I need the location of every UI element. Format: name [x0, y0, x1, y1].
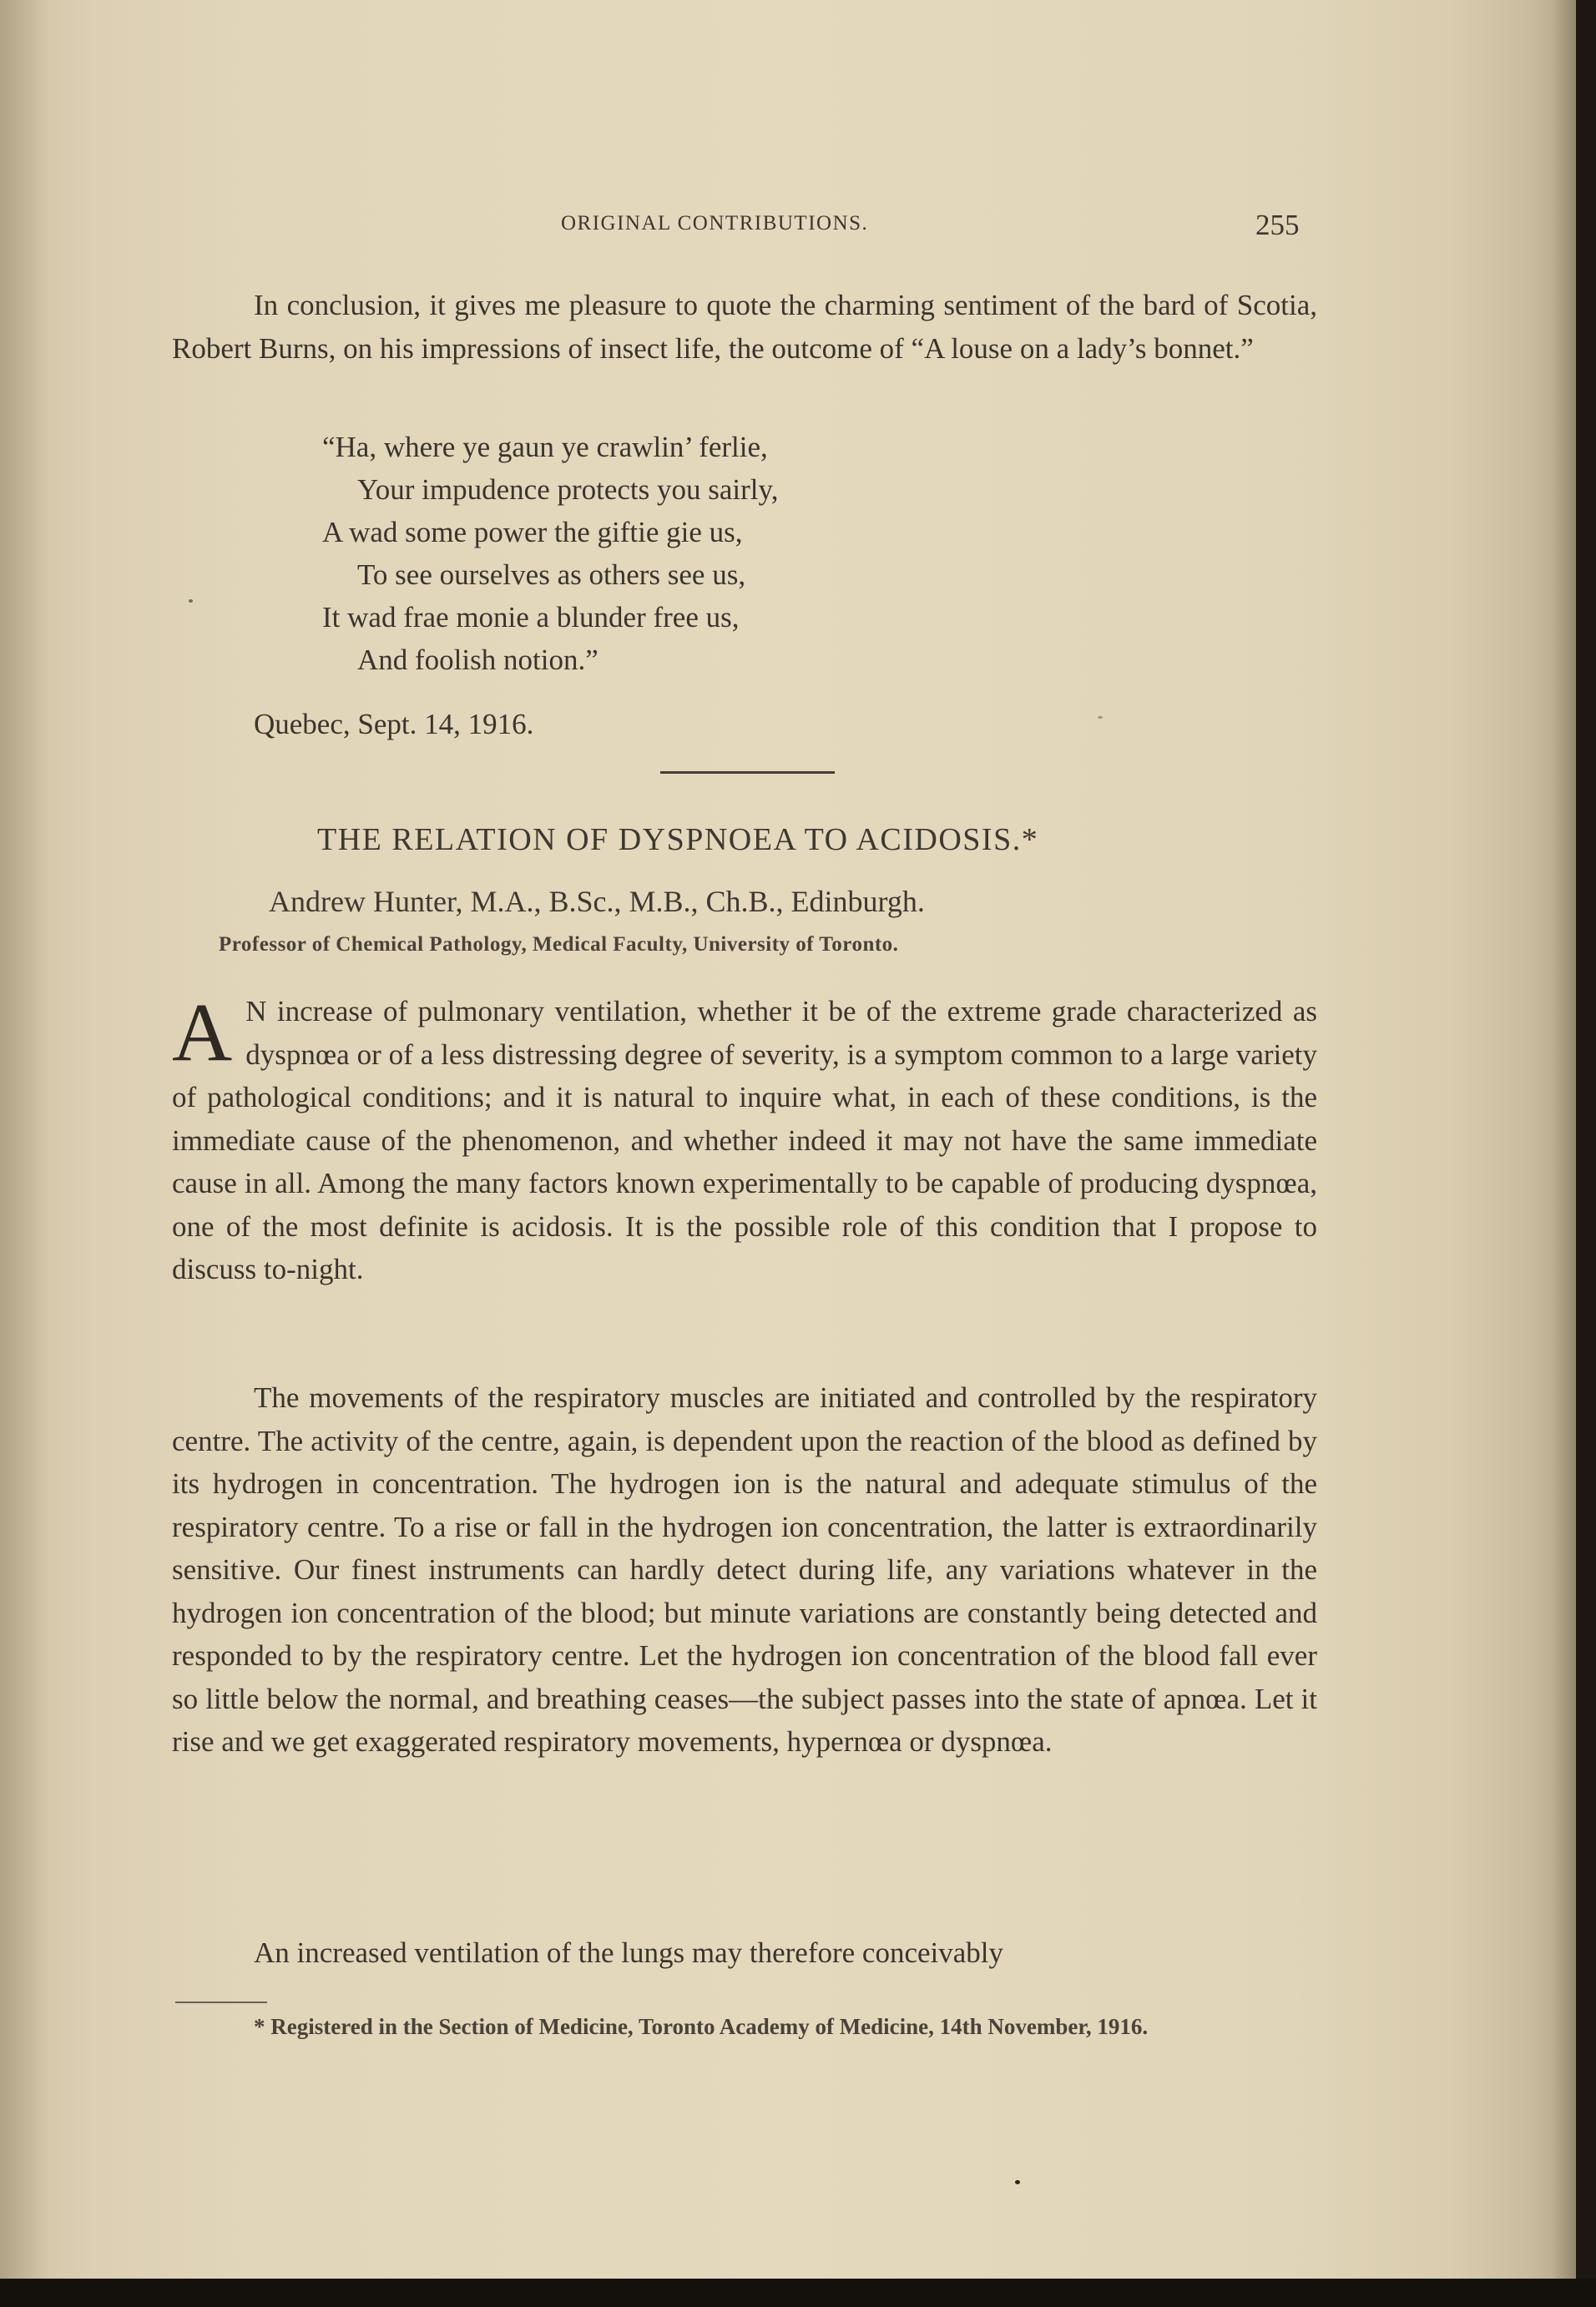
- scan-bottom-edge: [0, 2279, 1596, 2307]
- poem-line: And foolish notion.”: [357, 644, 598, 676]
- dateline: Quebec, Sept. 14, 1916.: [254, 708, 534, 740]
- drop-cap: A: [172, 986, 233, 1078]
- poem-line: “Ha, where ye gaun ye crawlin’ ferlie,: [322, 431, 768, 463]
- article-paragraph-1: [172, 986, 1317, 1291]
- article-author: Andrew Hunter, M.A., B.Sc., M.B., Ch.B., Edinburgh.: [269, 885, 925, 918]
- author-affiliation: Professor of Chemical Pathology, Medical Faculty, University of Toronto.: [219, 933, 899, 956]
- poem-line: It wad frae monie a blunder free us,: [322, 601, 740, 634]
- footnote: * Registered in the Section of Medicine, Toronto Academy of Medicine, 14th November, 1916.: [254, 2014, 1149, 2039]
- spine-shadow: [0, 0, 50, 2279]
- ink-speck: [1015, 2180, 1020, 2184]
- ink-speck: [1098, 716, 1103, 719]
- article-paragraph-2: The movements of the respiratory muscles are initiated and controlled by the respiratory centre. The activity of the centre, again, is dependent upon the reaction of the blood as defined by its hydrogen in concentration. The hydrogen ion is the natural and adequate stimulus of the respiratory centre. To a rise or fall in the hydrogen ion concentration, the latter is extraordinarily sensitive. Our finest instruments can hardly detect during life, any variations whatever in the hydrogen ion concentration of the blood; but minute variations are constantly being detected and responded to by the respiratory centre. Let the hydrogen ion concentration of the blood fall ever so little below the normal, and breathing ceases—the subject passes into the state of apnœa. Let it rise and we get exaggerated respiratory movements, hypernœa or dyspnœa.: [172, 1381, 1317, 1758]
- paragraph-text: N increase of pulmonary ventilation, whether it be of the extreme grade characterized as dyspnœa or of a less distressing degree of severity, is a symptom common to a large variety of pathological conditions; and it is natural to inquire what, in each of these conditions, is the immediate cause of the phenomenon, and whether indeed it may not have the same immediate cause in all. Among the many factors known experimentally to be capable of producing dyspnœa, one of the most definite is acidosis. It is the possible role of this condition that I propose to discuss to-night.: [172, 995, 1317, 1285]
- poem-line: A wad some power the giftie gie us,: [322, 516, 743, 548]
- ink-speck: [189, 599, 193, 603]
- poem-quote: [322, 426, 779, 681]
- article-paragraph-3: An increased ventilation of the lungs may therefore conceivably: [254, 1936, 1004, 1969]
- poem-line: To see ourselves as others see us,: [357, 558, 746, 591]
- section-divider: [660, 771, 835, 774]
- poem-line: Your impudence protects you sairly,: [357, 473, 779, 506]
- page-number: 255: [1255, 209, 1300, 241]
- article-title: THE RELATION OF DYSPNOEA TO ACIDOSIS.*: [317, 822, 1039, 857]
- footnote-rule: [175, 2002, 267, 2003]
- page-edge-shadow: [1551, 0, 1576, 2279]
- conclusion-paragraph: In conclusion, it gives me pleasure to quote the charming sentiment of the bard of Scotia, Robert Burns, on his impressions of insect life, the outcome of “A louse on a lady’s bonnet.”: [172, 289, 1317, 365]
- running-head: ORIGINAL CONTRIBUTIONS.: [561, 212, 869, 235]
